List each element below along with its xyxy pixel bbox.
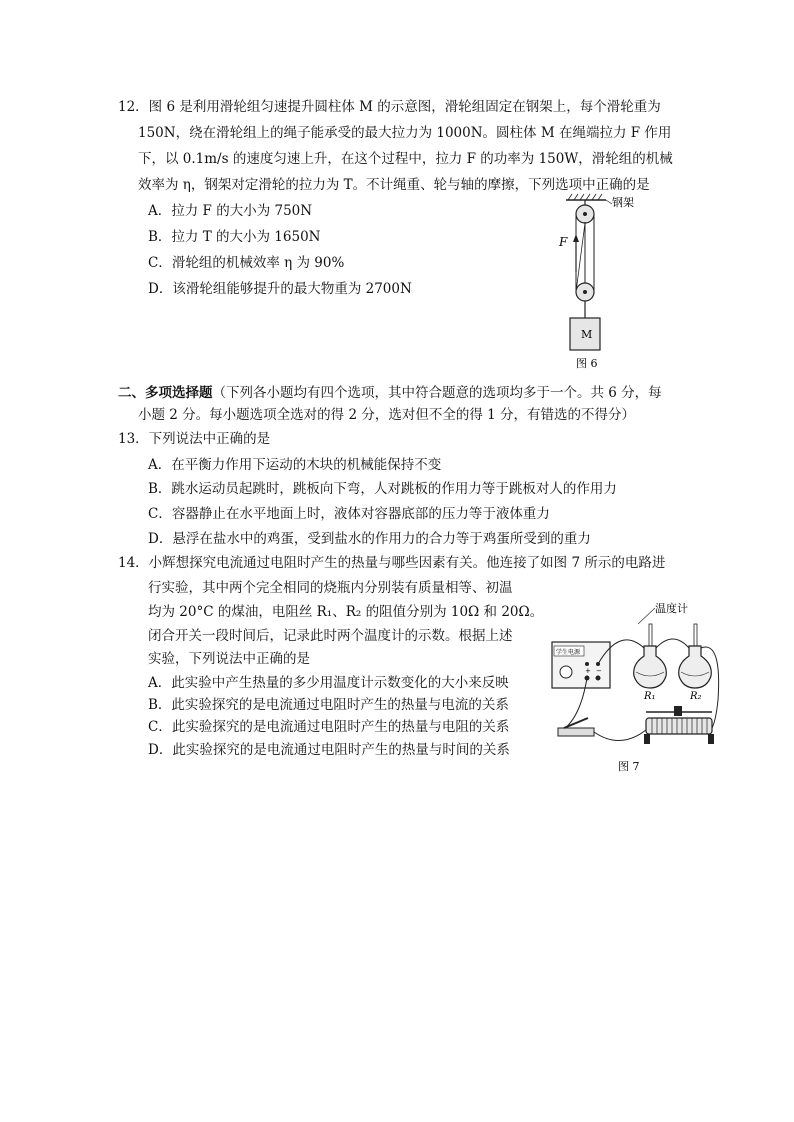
q12-option-c: C．滑轮组的机械效率 η 为 90% (148, 255, 345, 271)
section-2-title: 二、多项选择题 (118, 385, 213, 401)
figure-7-plus-label: + (585, 667, 591, 675)
q13-stem: 13．下列说法中正确的是 (118, 431, 271, 447)
figure-6-frame-label: 钢架 (612, 196, 634, 209)
q12-line-4: 效率为 η，钢架对定滑轮的拉力为 T。不计绳重、轮与轴的摩擦，下列选项中正确的是 (138, 177, 650, 193)
figure-7-r2-label: R₂ (690, 691, 702, 702)
section-2-instructions-2: 小题 2 分。每小题选项全选对的得 2 分，选对但不全的得 1 分，有错选的不得分） (138, 407, 636, 423)
q14-option-c: C．此实验探究的是电流通过电阻时产生的热量与电阻的关系 (148, 719, 510, 735)
section-2-line-1 (118, 384, 662, 402)
figure-6-caption: 图 6 (576, 357, 598, 370)
q14-option-d: D．此实验探究的是电流通过电阻时产生的热量与时间的关系 (148, 742, 510, 758)
q14-line-4: 闭合开关一段时间后，记录此时两个温度计的示数。根据上述 (148, 628, 513, 644)
q14-line-1: 14．小辉想探究电流通过电阻时产生的热量与哪些因素有关。他连接了如图 7 所示的电路进 (118, 555, 666, 571)
q12-option-b: B．拉力 T 的大小为 1650N (148, 229, 321, 245)
section-2-instructions-1: （下列各小题均有四个选项，其中符合题意的选项均多于一个。共 6 分，每 (212, 385, 662, 401)
q13-option-c: C．容器静止在水平地面上时，液体对容器底部的压力等于液体重力 (148, 506, 550, 522)
q14-line-5: 实验，下列说法中正确的是 (148, 651, 310, 667)
q14-option-a: A．此实验中产生热量的多少用温度计示数变化的大小来反映 (148, 675, 509, 691)
q12-line-1: 12．图 6 是利用滑轮组匀速提升圆柱体 M 的示意图，滑轮组固定在钢架上，每个滑轮重为 (118, 99, 661, 115)
q14-line-2: 行实验，其中两个完全相同的烧瓶内分别装有质量相等、初温 (148, 580, 513, 596)
figure-7-thermometer-label: 温度计 (655, 602, 688, 615)
q12-line-3: 下，以 0.1m/s 的速度匀速上升，在这个过程中，拉力 F 的功率为 150W，滑轮组的机械 (138, 151, 673, 167)
q12-line-2: 150N，绕在滑轮组上的绳子能承受的最大拉力为 1000N。圆柱体 M 在绳端拉力 F 作用 (138, 125, 672, 141)
q14-option-b: B．此实验探究的是电流通过电阻时产生的热量与电流的关系 (148, 697, 509, 713)
figure-6-mass-label: M (581, 328, 593, 341)
figure-7-supply-label: 学生电源 (556, 649, 581, 656)
q12-option-a: A．拉力 F 的大小为 750N (148, 203, 313, 219)
figure-7-caption: 图 7 (618, 760, 640, 773)
figure-7-r1-label: R₁ (644, 691, 656, 702)
q14-line-3: 均为 20°C 的煤油，电阻丝 R₁、R₂ 的阻值分别为 10Ω 和 20Ω。 (148, 604, 544, 620)
figure-7-minus-label: − (596, 667, 602, 675)
flask-r2 (679, 646, 712, 688)
figure-7-circuit-diagram (540, 600, 730, 775)
q12-option-d: D．该滑轮组能够提升的最大物重为 2700N (148, 281, 412, 297)
power-supply-knob-icon (560, 666, 572, 678)
switch (558, 728, 594, 736)
q13-option-d: D．悬浮在盐水中的鸡蛋，受到盐水的作用力的合力等于鸡蛋所受到的重力 (148, 531, 591, 547)
figure-6-force-label: F (559, 235, 568, 249)
q13-option-b: B．跳水运动员起跳时，跳板向下弯，人对跳板的作用力等于跳板对人的作用力 (148, 481, 617, 497)
flask-r1 (634, 646, 667, 688)
q13-option-a: A．在平衡力作用下运动的木块的机械能保持不变 (148, 457, 442, 473)
figure-6-pulley-diagram (548, 192, 658, 377)
